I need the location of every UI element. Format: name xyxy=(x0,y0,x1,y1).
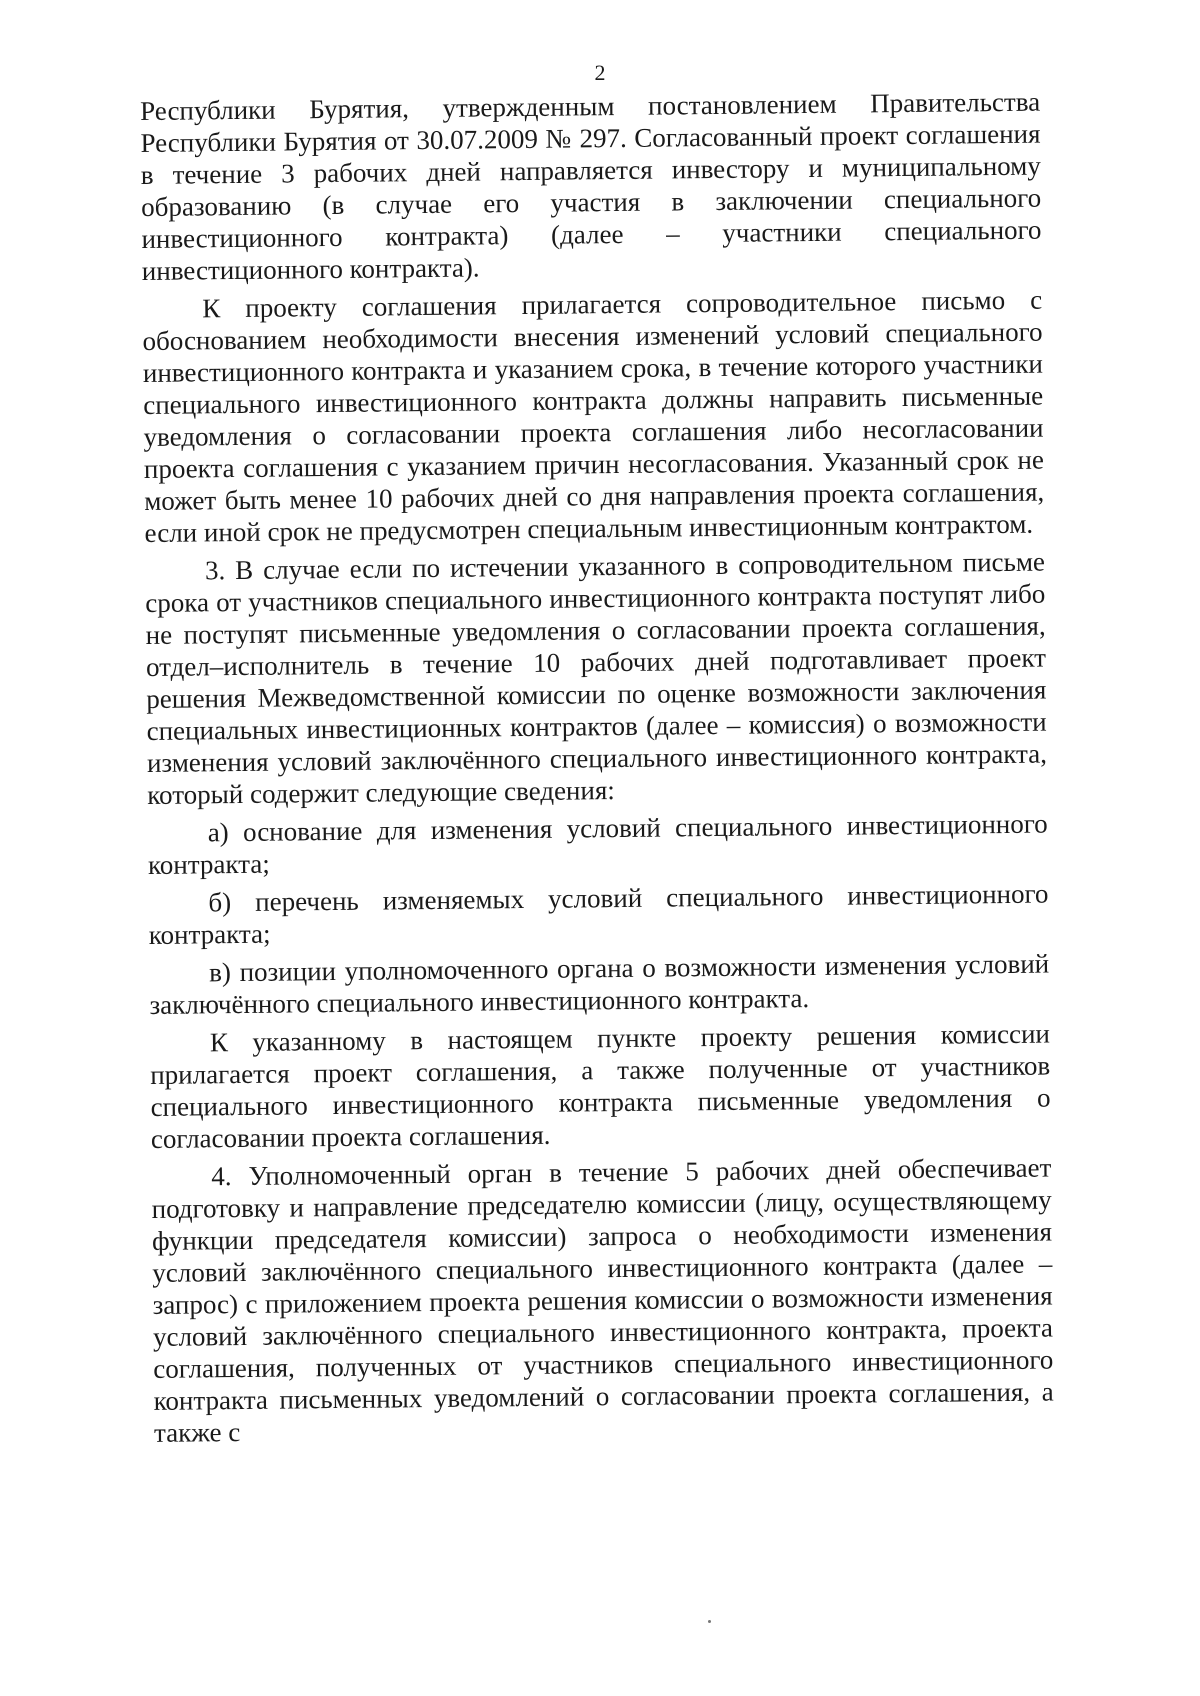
paragraph-subitem-v: в) позиции уполномоченного органа о возможности изменения условий заключённого специального инвестиционного контракта. xyxy=(149,948,1050,1020)
paragraph-subitem-b: б) перечень изменяемых условий специального инвестиционного контракта; xyxy=(148,878,1049,950)
page-number: 2 xyxy=(594,60,606,85)
scan-speck xyxy=(708,1620,711,1623)
paragraph-item-4: 4. Уполномоченный орган в течение 5 рабочих дней обеспечивает подготовку и направление председателю комиссии (лицу, осуществляющему функции председателя комиссии) запроса о необходимости изменения условий заключённого специального инвестиционного контракта (далее – запрос) с приложением проекта решения комиссии о возможности изменения условий заключённого специального инвестиционного контракта, проекта соглашения, полученных от участников специального инвестиционного контракта письменных уведомлений о согласовании проекта соглашения, а также с xyxy=(151,1152,1054,1448)
document-body xyxy=(140,86,1054,1455)
paragraph-subitem-a: а) основание для изменения условий специального инвестиционного контракта; xyxy=(147,808,1048,880)
paragraph-continuation: Республики Бурятия, утвержденным постановлением Правительства Республики Бурятия от 30.07.2009 № 297. Согласованный проект соглашения в течение 3 рабочих дней направляется инвестору и муниципальному образованию (в случае его участия в заключении специального инвестиционного контракта) (далее – участники специального инвестиционного контракта). xyxy=(140,86,1042,286)
paragraph-item-3: 3. В случае если по истечении указанного в сопроводительном письме срока от участников специального инвестиционного контракта поступят либо не поступят письменные уведомления о согласовании проекта соглашения, отдел–исполнитель в течение 10 рабочих дней подготавливает проект решения Межведомственной комиссии по оценке возможности заключения специальных инвестиционных контрактов (далее – комиссия) о возможности изменения условий заключённого специального инвестиционного контракта, который содержит следующие сведения: xyxy=(145,546,1048,810)
paragraph-attachment: К указанному в настоящем пункте проекту решения комиссии прилагается проект соглашения, а также полученные от участников специального инвестиционного контракта письменные уведомления о согласовании проекта соглашения. xyxy=(150,1018,1051,1154)
paragraph-cover-letter: К проекту соглашения прилагается сопроводительное письмо с обоснованием необходимости внесения изменений условий специального инвестиционного контракта и указанием срока, в течение которого участники специального инвестиционного контракта должны направить письменные уведомления о согласовании проекта соглашения либо несогласовании проекта соглашения с указанием причин несогласования. Указанный срок не может быть менее 10 рабочих дней со дня направления проекта соглашения, если иной срок не предусмотрен специальным инвестиционным контрактом. xyxy=(142,284,1045,548)
